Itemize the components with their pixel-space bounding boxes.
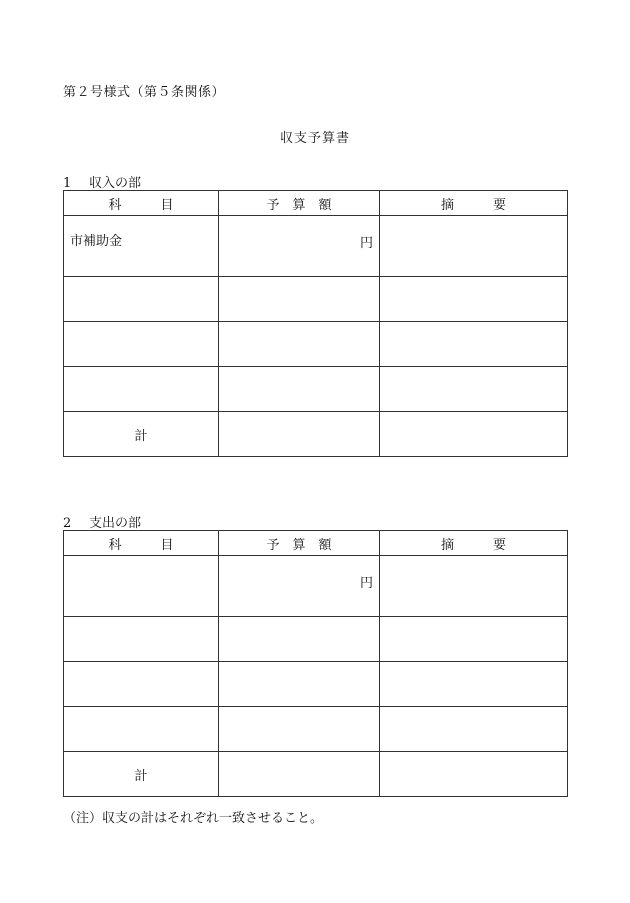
income-row (64, 367, 568, 412)
expense-row (64, 556, 568, 617)
income-total-label: 計 (64, 412, 219, 457)
expense-subject-cell[interactable] (64, 617, 219, 662)
expense-header-summary: 摘 要 (380, 531, 568, 556)
footnote: （注）収支の計はそれぞれ一致させること。 (63, 811, 324, 826)
income-summary-cell[interactable] (380, 367, 568, 412)
income-subject-cell[interactable] (64, 277, 219, 322)
expense-section-heading (63, 512, 141, 531)
expense-amount-cell[interactable] (219, 707, 380, 752)
income-amount-cell[interactable] (219, 277, 380, 322)
expense-amount-cell[interactable] (219, 617, 380, 662)
expense-header-budget: 予 算 額 (219, 531, 380, 556)
expense-row (64, 707, 568, 752)
income-total-amount-cell[interactable] (219, 412, 380, 457)
income-section-title: 収入の部 (89, 176, 142, 191)
income-subject-cell[interactable] (64, 367, 219, 412)
income-header-summary: 摘 要 (380, 191, 568, 216)
income-header-row (64, 191, 568, 216)
expense-amount-cell[interactable]: 円 (219, 556, 380, 617)
income-amount-cell[interactable]: 円 (219, 216, 380, 277)
expense-subject-cell[interactable] (64, 707, 219, 752)
income-subject-cell[interactable]: 市補助金 (64, 216, 219, 277)
form-number: 第２号様式（第５条関係） (63, 85, 226, 100)
income-header-budget: 予 算 額 (219, 191, 380, 216)
expense-header-subject: 科 目 (64, 531, 219, 556)
expense-header-row (64, 531, 568, 556)
income-row (64, 322, 568, 367)
expense-summary-cell[interactable] (380, 617, 568, 662)
expense-total-amount-cell[interactable] (219, 752, 380, 797)
income-summary-cell[interactable] (380, 216, 568, 277)
income-total-row (64, 412, 568, 457)
document-title: 収支予算書 (279, 131, 350, 146)
income-row (64, 277, 568, 322)
expense-table (63, 530, 568, 797)
expense-total-row (64, 752, 568, 797)
income-row (64, 216, 568, 277)
income-subject-cell[interactable] (64, 322, 219, 367)
income-amount-cell[interactable] (219, 367, 380, 412)
expense-total-summary-cell[interactable] (380, 752, 568, 797)
expense-section-title: 支出の部 (89, 516, 142, 531)
expense-summary-cell[interactable] (380, 556, 568, 617)
expense-row (64, 617, 568, 662)
income-summary-cell[interactable] (380, 322, 568, 367)
income-amount-cell[interactable] (219, 322, 380, 367)
expense-subject-cell[interactable] (64, 556, 219, 617)
expense-summary-cell[interactable] (380, 707, 568, 752)
income-table (63, 190, 568, 457)
income-header-subject: 科 目 (64, 191, 219, 216)
expense-subject-cell[interactable] (64, 662, 219, 707)
expense-summary-cell[interactable] (380, 662, 568, 707)
income-section-number: 1 (63, 176, 72, 191)
expense-row (64, 662, 568, 707)
income-section-heading (63, 172, 141, 191)
expense-total-label: 計 (64, 752, 219, 797)
income-summary-cell[interactable] (380, 277, 568, 322)
expense-amount-cell[interactable] (219, 662, 380, 707)
expense-section-number: 2 (63, 516, 72, 531)
income-total-summary-cell[interactable] (380, 412, 568, 457)
